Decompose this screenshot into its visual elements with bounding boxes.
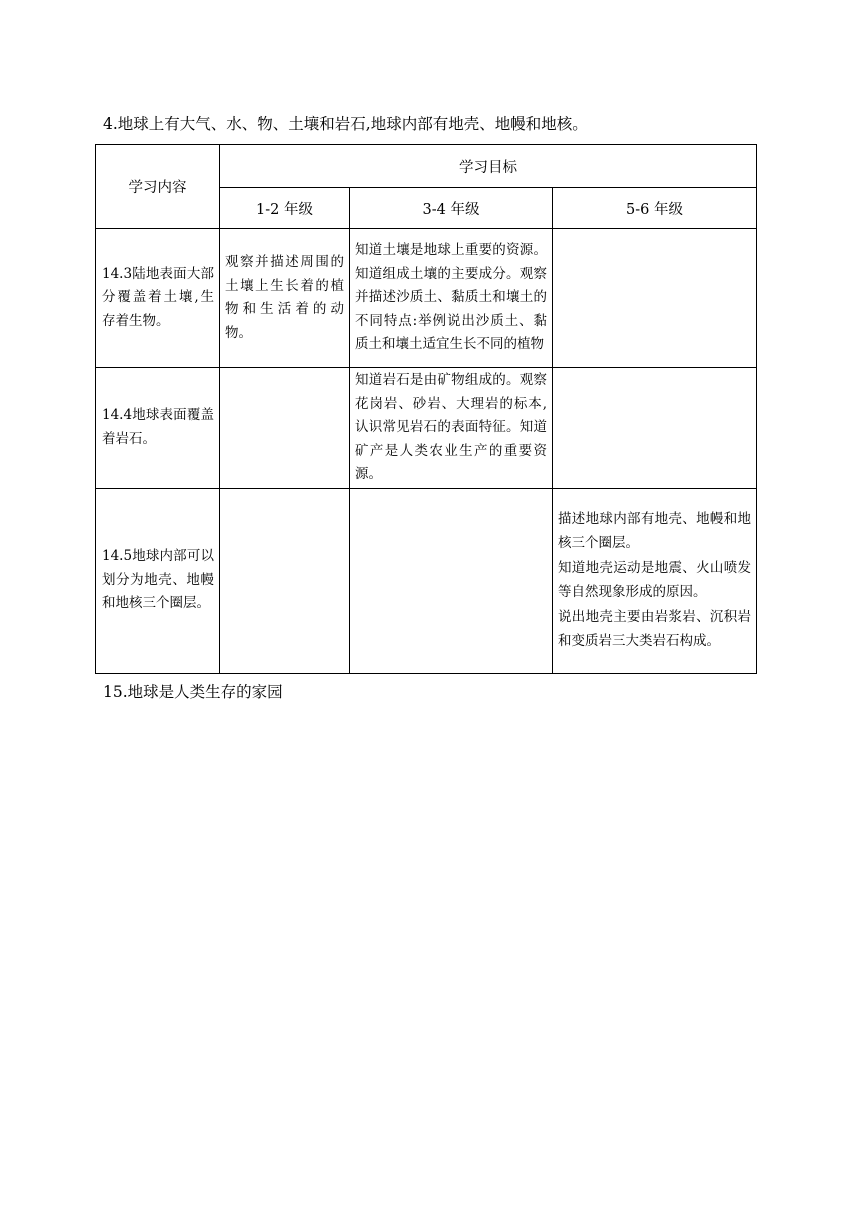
goal-paragraph: 描述地球内部有地壳、地幔和地核三个圈层。: [558, 511, 752, 551]
next-section-heading: 15.地球是人类生存的家园: [103, 683, 283, 701]
row-goal-grade-3-4: [350, 488, 553, 673]
goal-paragraph: 知道地壳运动是地震、火山喷发等自然现象形成的原因。: [558, 560, 752, 600]
row-goal-grade-5-6: [553, 229, 757, 368]
row-content-text: 14.5地球内部可以划分为地壳、地幔和地核三个圈层。: [102, 548, 214, 612]
goal-text: [220, 580, 349, 582]
header-learning-goals: 学习目标: [220, 145, 757, 188]
table-header-row: [96, 145, 757, 188]
goal-text: [553, 297, 756, 299]
goal-text: 观察并描述周围的土壤上生长着的植物和生活着的动物。: [225, 254, 344, 341]
table-row: [96, 488, 757, 673]
header-grade-1-2: 1-2 年级: [220, 188, 350, 229]
row-goal-grade-5-6: [553, 488, 757, 673]
goal-text: [220, 427, 349, 429]
row-goal-grade-1-2: [220, 368, 350, 489]
row-goal-grade-3-4: [350, 368, 553, 489]
table-row: [96, 368, 757, 489]
goal-text: [350, 580, 552, 582]
row-content: [96, 488, 220, 673]
row-content: [96, 229, 220, 368]
section-heading: 4.地球上有大气、水、物、土壤和岩石,地球内部有地壳、地幔和地核。: [103, 115, 588, 133]
goal-text: 知道岩石是由矿物组成的。观察花岗岩、砂岩、大理岩的标本,认识常见岩石的表面特征。知道矿产是人类农业生产的重要资源。: [355, 372, 547, 482]
goal-paragraph: 说出地壳主要由岩浆岩、沉积岩和变质岩三大类岩石构成。: [558, 609, 752, 649]
row-content-text: 14.4地球表面覆盖着岩石。: [102, 407, 214, 447]
row-goal-grade-3-4: [350, 229, 553, 368]
goal-text: 知道土壤是地球上重要的资源。知道组成土壤的主要成分。观察并描述沙质土、黏质土和壤土的不同特点:举例说出沙质土、黏质土和壤土适宜生长不同的植物: [355, 242, 547, 353]
row-goal-grade-1-2: [220, 488, 350, 673]
row-goal-grade-1-2: [220, 229, 350, 368]
row-content: [96, 368, 220, 489]
row-content-text: 14.3陆地表面大部分覆盖着土壤,生存着生物。: [102, 265, 214, 329]
header-grade-5-6: 5-6 年级: [553, 188, 757, 229]
table-row: [96, 229, 757, 368]
goal-text: [553, 427, 756, 429]
row-goal-grade-5-6: [553, 368, 757, 489]
header-grade-3-4: 3-4 年级: [350, 188, 553, 229]
curriculum-table: [95, 144, 757, 674]
header-learning-content: 学习内容: [96, 145, 220, 229]
